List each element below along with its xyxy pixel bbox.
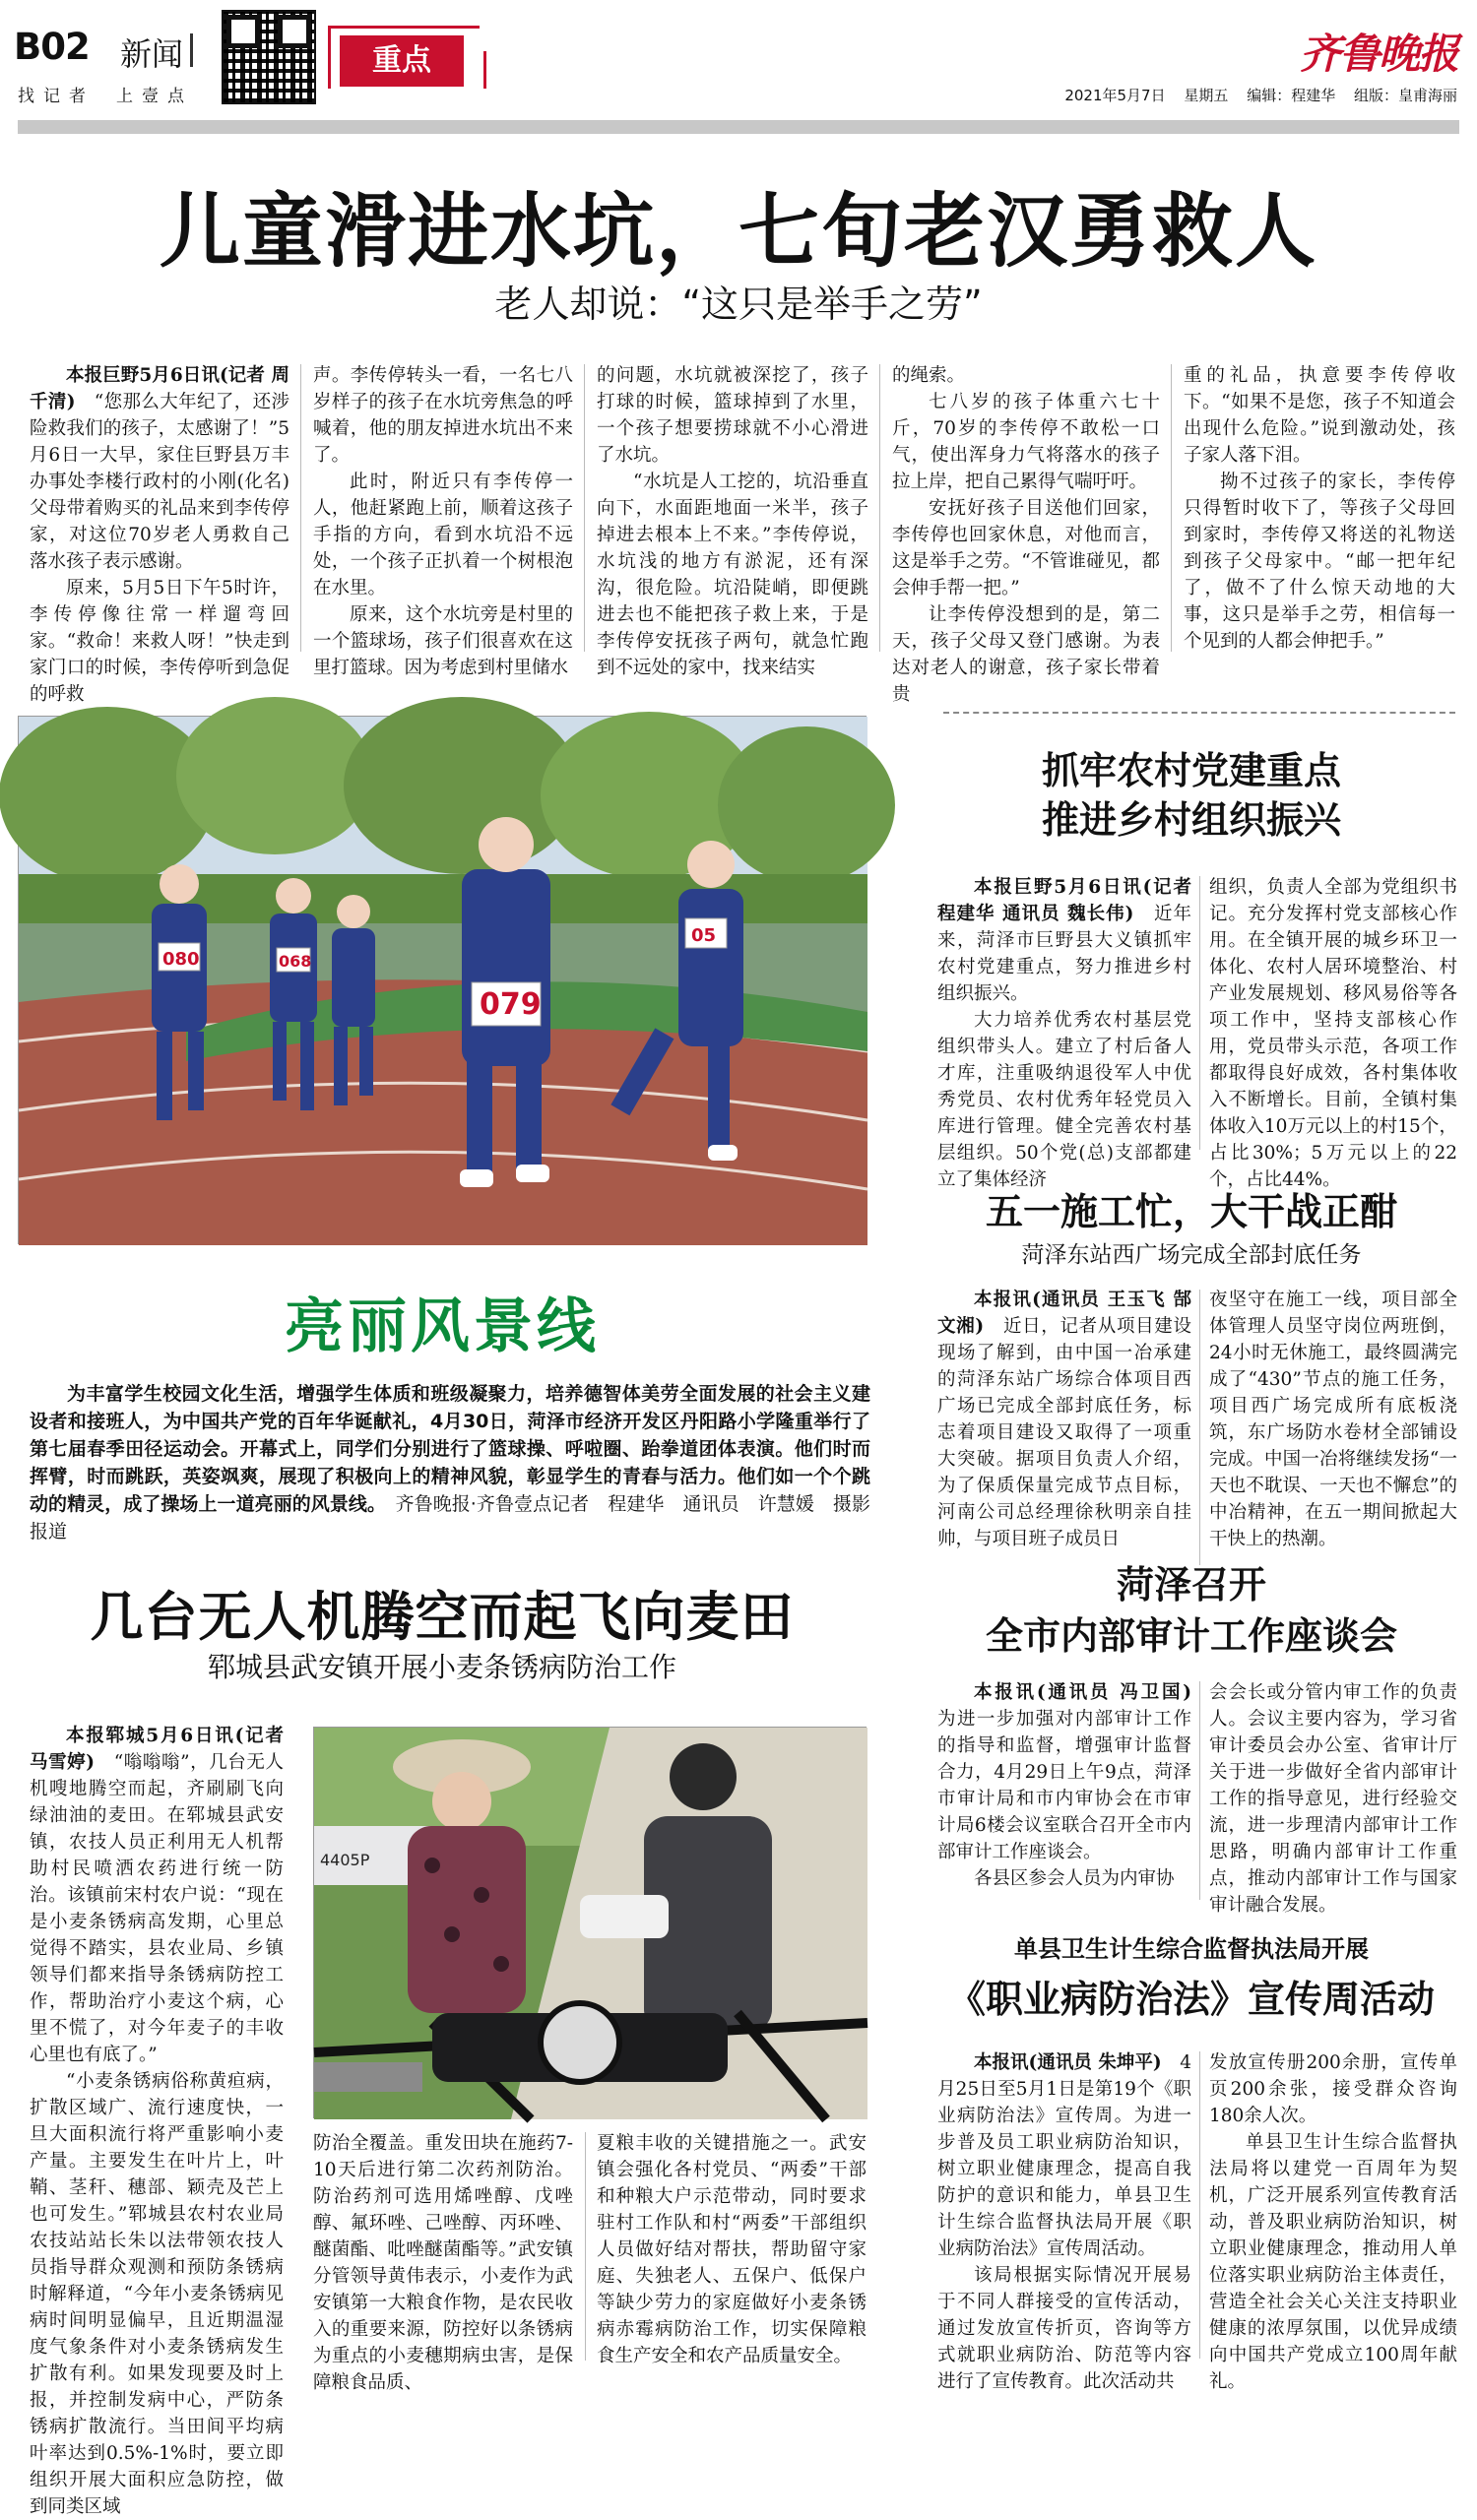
drone-col-1-p2: “小麦条锈病俗称黄疸病，扩散区域广、流行速度快，一旦大面积流行将严重影响小麦产量。主要发生在叶片上，叶鞘、茎秆、穗部、颖壳及芒上也可发生。”郓城县农村农业局农技站站长朱以法带领农技人员指导群众观测和预防条锈病时解释道，“今年小麦条锈病见病时间明显偏早，且近期温湿度气象条件对小麦条锈病发生扩散有利。如果发现要及时上报，并控制发病中心，严防条锈病扩散流行。当田间平均病叶率达到0.5%-1%时，要立即组织开展大面积应急防控，做到同类区域 (30, 2071, 284, 2517)
photo-caption (30, 1380, 870, 1545)
lead-col-2-p2: 此时，附近只有李传停一人，他赶紧跑上前，顺着这孩子手指的方向，看到水坑沿不远处，一个孩子正扒着一个树根泡在水里。 (313, 472, 573, 598)
mayday-byline: 本报讯(通讯员 王玉飞 郜文湘) (937, 1290, 1191, 1337)
audit-col-1 (937, 1679, 1191, 1906)
lead-col-4-p3: 安抚好孩子目送他们回家，李传停也回家休息，对他而言，这是举手之劳。“不管谁碰见，都会伸手帮一把。” (892, 498, 1160, 598)
audit-title (926, 1559, 1457, 1662)
qr-code-icon[interactable] (222, 10, 316, 104)
bib-number: 068 (279, 952, 312, 971)
slogan-left: 找记者 (18, 87, 95, 106)
lead-col-1 (30, 362, 289, 705)
photo-caption-text: 为丰富学生校园文化生活，增强学生体质和班级凝聚力，培养德智体美劳全面发展的社会主义建设者和接班人，为中国共产党的百年华诞献礼，4月30日，菏泽市经济开发区丹阳路小学隆重举行了第七届春季田径运动会。开幕式上，同学们分别进行了篮球操、呼啦圈、跆拳道团体表演。他们时而挥臂，时而跳跃，英姿飒爽，展现了积极向上的精神风貌，彰显学生的青春与活力。他们如一个个跳动的精灵，成了操场上一道亮丽的风景线。 (30, 1383, 870, 1515)
lead-col-5-text: 重的礼品，执意要李传停收下。“如果不是您，孩子不知道会出现什么危险。”说到激动处，孩子家人落下泪。 (1184, 365, 1455, 466)
mayday-col-1 (937, 1287, 1191, 1572)
col-rule (584, 364, 585, 652)
drone-byline: 本报郓城5月6日讯(记者 马雪婷) (30, 1726, 284, 1773)
col-rule (1199, 1681, 1200, 1900)
issue-weekday: 星期五 (1184, 87, 1229, 104)
lead-col-2-text: 声。李传停转头一看，一名七八岁样子的孩子在水坑旁焦急的呼喊着，他的朋友掉进水坑出不来了。 (313, 365, 573, 466)
audit-title-line-2: 全市内部审计工作座谈会 (985, 1614, 1397, 1658)
audit-byline: 本报讯(通讯员 冯卫国) (974, 1682, 1191, 1703)
health-col-2-text: 发放宣传册200余册，宣传单页200余张，接受群众咨询180余人次。 (1209, 2052, 1457, 2126)
issue-date: 2021年5月7日 (1064, 87, 1166, 104)
party-col-2 (1209, 874, 1457, 1190)
drone-photo (313, 1727, 867, 2118)
lead-col-4-p4: 让李传停没想到的是，第二天，孩子父母又登门感谢。为表达对老人的谢意，孩子家长带着贵 (892, 604, 1160, 705)
issue-editor: 编辑：程建华 (1247, 87, 1336, 104)
party-byline: 本报巨野5月6日讯(记者 程建华 通讯员 魏长伟) (937, 877, 1191, 924)
lead-col-4-text: 的绳索。 (892, 365, 966, 386)
lead-subhead: 老人却说：“这只是举手之劳” (494, 283, 983, 326)
sports-photo-illustration (19, 717, 867, 1245)
audit-title-line-1: 菏泽召开 (1116, 1563, 1266, 1606)
issue-meta (1051, 85, 1457, 105)
col-rule (879, 364, 880, 652)
col-rule (300, 364, 301, 652)
drone-col-3-text: 夏粮丰收的关键措施之一。武安镇会强化各村党员、“两委”干部和种粮大户示范带动，同时要求驻村工作队和村“两委”干部组织人员做好结对帮扶，帮助留守家庭、失独老人、五保户、低保户等缺少劳力的家庭做好小麦条锈病赤霉病防治工作，切实保障粮食生产安全和农产品质量安全。 (597, 2133, 867, 2366)
sports-photo (18, 716, 867, 1244)
lead-col-2-p3: 原来，这个水坑旁是村里的一个篮球场，孩子们很喜欢在这里打篮球。因为考虑到村里储水 (313, 604, 573, 678)
party-col-1-p2: 大力培养优秀农村基层党组织带头人。建立了村后备人才库，注重吸纳退役军人中优秀党员、农村优秀年轻党员入库进行管理。健全完善农村基层组织。50个党(总)支部都建立了集体经济 (937, 1010, 1191, 1190)
lead-col-3 (597, 362, 868, 678)
health-col-2-p2: 单县卫生计生综合监督执法局将以建党一百周年为契机，广泛开展系列宣传教育活动，普及职业病防治知识，树立职业健康理念，推动用人单位落实职业病防治主体责任，营造全社会关心关注支持职业健康的浓厚氛围，以优异成绩向中国共产党成立100周年献礼。 (1209, 2132, 1457, 2392)
health-col-1-p2: 该局根据实际情况开展易于不同人群接受的宣传活动，通过发放宣传折页，咨询等方式就职业病防治、防范等内容进行了宣传教育。此次活动共 (937, 2265, 1191, 2392)
col-rule (1199, 876, 1200, 1150)
audit-col-1-text: 为进一步加强对内部审计工作的指导和监督，增强审计监督合力，4月29日上午9点，菏泽市审计局和市内审协会在市审计局6楼会议室联合召开全市内部审计工作座谈会。 (937, 1709, 1191, 1862)
col-rule (1199, 1290, 1200, 1565)
drone-col-1-text: “嗡嗡嗡”，几台无人机嗖地腾空而起，齐刷刷飞向绿油油的麦田。在郓城县武安镇，农技人员正利用无人机帮助村民喷洒农药进行统一防治。该镇前宋村农户说：“现在是小麦条锈病高发期，心里总觉得不踏实，县农业局、乡镇领导们都来指导条锈病防控工作，帮助治疗小麦这个病，心里不慌了，对今年麦子的丰收心里也有底了。” (30, 1752, 284, 2065)
drone-col-2-text: 防治全覆盖。重发田块在施药7-10天后进行第二次药剂防治。防治药剂可选用烯唑醇、戊唑醇、氟环唑、己唑醇、丙环唑、醚菌酯、吡唑醚菌酯等。”武安镇分管领导黄伟表示，小麦作为武安镇第一大粮食作物，是农民收入的重要来源，防控好以条锈病为重点的小麦穗期病虫害，是保障粮食品质、 (313, 2133, 573, 2393)
audit-col-1-p2: 各县区参会人员为内审协 (974, 1868, 1175, 1889)
photo-story-title: 亮丽风景线 (285, 1292, 600, 1361)
health-col-1 (937, 2049, 1191, 2392)
health-col-1-text: 4月25日至5月1日是第19个《职业病防治法》宣传周。为进一步普及员工职业病防治知识，树立职业健康理念，提高自我防护的意识和能力，单县卫生计生综合监督执法局开展《职业病防治法》宣传周活动。 (937, 2052, 1191, 2259)
audit-col-2-text: 会会长或分管内审工作的负责人。会议主要内容为，学习省审计委员会办公室、省审计厅关于进一步做好全省内部审计工作的指导意见，进行经验交流，进一步理清内部审计工作思路，明确内部审计工作重点，推动内部审计工作与国家审计融合发展。 (1209, 1682, 1457, 1916)
health-pre-title: 单县卫生计生综合监督执法局开展 (1014, 1935, 1369, 1963)
party-col-1-text: 近年来，菏泽市巨野县大义镇抓牢农村党建重点，努力推进乡村组织振兴。 (937, 904, 1191, 1004)
lead-col-5-p2: 拗不过孩子的家长，李传停只得暂时收下了，等孩子父母回到家时，李传停又将送的礼物送到孩子父母家中。“邮一把年纪了，做不了什么惊天动地的大事，这只是举手之劳，相信每一个见到的人都会伸把手。” (1184, 472, 1455, 652)
lead-headline: 儿童滑进水坑，七旬老汉勇救人 (159, 185, 1317, 279)
col-rule (585, 2132, 586, 2361)
party-col-2-text: 组织，负责人全部为党组织书记。充分发挥村党支部核心作用。在全镇开展的城乡环卫一体化、农村人居环境整治、村产业发展规划、移风易俗等各项工作中，坚持支部核心作用，党员带头示范，各项工作都取得良好成效，各村集体收入不断增长。目前，全镇村集体收入10万元以上的村15个，占比30%；5万元以上的22个，占比44%。 (1209, 877, 1457, 1190)
mayday-col-1-text: 近日，记者从项目建设现场了解到，由中国一冶承建的菏泽东站广场综合体项目西广场已完成全部封底任务，标志着项目建设又取得了一项重大突破。据项目负责人介绍，为了保质保量完成节点目标，河南公司总经理徐秋明亲自挂帅，与项目班子成员日 (937, 1316, 1191, 1549)
bib-number: 05 (691, 925, 717, 946)
mayday-col-2-text: 夜坚守在施工一线，项目部全体管理人员坚守岗位两班倒，24小时无休施工，最终圆满完成了“430”节点的施工任务，项目西广场完成所有底板浇筑，东广场防水卷材全部铺设完成。中国一冶将继续发扬“一天也不耽误、一天也不懈怠”的中冶精神，在五一期间掀起大干快上的热潮。 (1209, 1290, 1457, 1549)
drone-subtitle: 郓城县武安镇开展小麦条锈病防治工作 (207, 1651, 676, 1683)
mayday-col-2 (1209, 1287, 1457, 1572)
drone-col-2 (313, 2130, 573, 2393)
health-col-2 (1209, 2049, 1457, 2392)
issue-layout: 组版：皇甫海丽 (1353, 87, 1457, 104)
lead-col-3-p2: “水坑是人工挖的，坑沿垂直向下，水面距地面一米半，孩子掉进去根本上不来。”李传停说，水坑浅的地方有淤泥，还有深沟，很危险。坑沿陡峭，即便跳进去也不能把孩子救上来，于是李传停安抚孩子两句，就急忙跑到不远处的家中，找来结实 (597, 472, 868, 678)
header-divider (190, 33, 193, 67)
photo-credit: 齐鲁晚报·齐鲁壹点记者 程建华 通讯员 许慧媛 摄影报道 (30, 1493, 870, 1543)
lead-col-2 (313, 362, 573, 678)
mayday-title: 五一施工忙，大干战正酣 (985, 1190, 1397, 1233)
health-title: 《职业病防治法》宣传周活动 (947, 1978, 1435, 2021)
col-rule (1171, 364, 1172, 652)
party-title-line-1: 抓牢农村党建重点 (1041, 749, 1341, 792)
page-number: B02 (14, 26, 90, 68)
lead-col-1-p2: 原来，5月5日下午5时许，李传停像往常一样遛弯回家。“救命！来救人呀！”快走到家门口的时候，李传停听到急促的呼救 (30, 578, 289, 705)
mayday-subtitle: 菏泽东站西广场完成全部封底任务 (1021, 1242, 1362, 1268)
tag-corner (479, 51, 486, 89)
newspaper-logo: 齐鲁晚报 (1299, 30, 1457, 78)
vehicle-plate: 4405P (320, 1851, 370, 1869)
lead-col-3-text: 的问题，水坑就被深挖了，孩子打球的时候，篮球掉到了水里，一个孩子想要捞球就不小心滑进了水坑。 (597, 365, 868, 466)
lead-byline: 本报巨野5月6日讯(记者 周千清) (30, 365, 289, 412)
lead-col-4-p2: 七八岁的孩子体重六七十斤，70岁的李传停不敢松一口气，使出浑身力气将落水的孩子拉上岸，把自己累得气喘吁吁。 (892, 392, 1160, 492)
drone-title: 几台无人机腾空而起飞向麦田 (90, 1586, 795, 1648)
section-tag: 重点 (340, 35, 464, 87)
section-name: 新闻 (120, 35, 184, 73)
party-title-line-2: 推进乡村组织振兴 (1041, 798, 1341, 842)
bib-number: 080 (162, 949, 200, 970)
header-rule (18, 120, 1459, 134)
slogan-right: 上壹点 (116, 87, 193, 106)
health-byline: 本报讯(通讯员 朱坤平) (974, 2052, 1162, 2073)
drone-col-3 (597, 2130, 867, 2366)
drone-photo-illustration (314, 1728, 867, 2119)
lead-col-4 (892, 362, 1160, 705)
party-title (926, 746, 1457, 845)
lead-col-1-text: “您那么大年纪了，还涉险救我们的孩子，太感谢了！”5月6日一大早，家住巨野县万丰办事处李楼行政村的小刚(化名)父母带着购买的礼品来到李传停家，对这位70岁老人勇救自己落水孩子表示感谢。 (30, 392, 289, 572)
section-divider (943, 712, 1455, 714)
audit-col-2 (1209, 1679, 1457, 1916)
bib-number: 079 (480, 987, 542, 1022)
party-col-1 (937, 874, 1191, 1190)
lead-col-5 (1184, 362, 1455, 658)
col-rule (1199, 2051, 1200, 2359)
drone-col-1 (30, 1723, 284, 2517)
